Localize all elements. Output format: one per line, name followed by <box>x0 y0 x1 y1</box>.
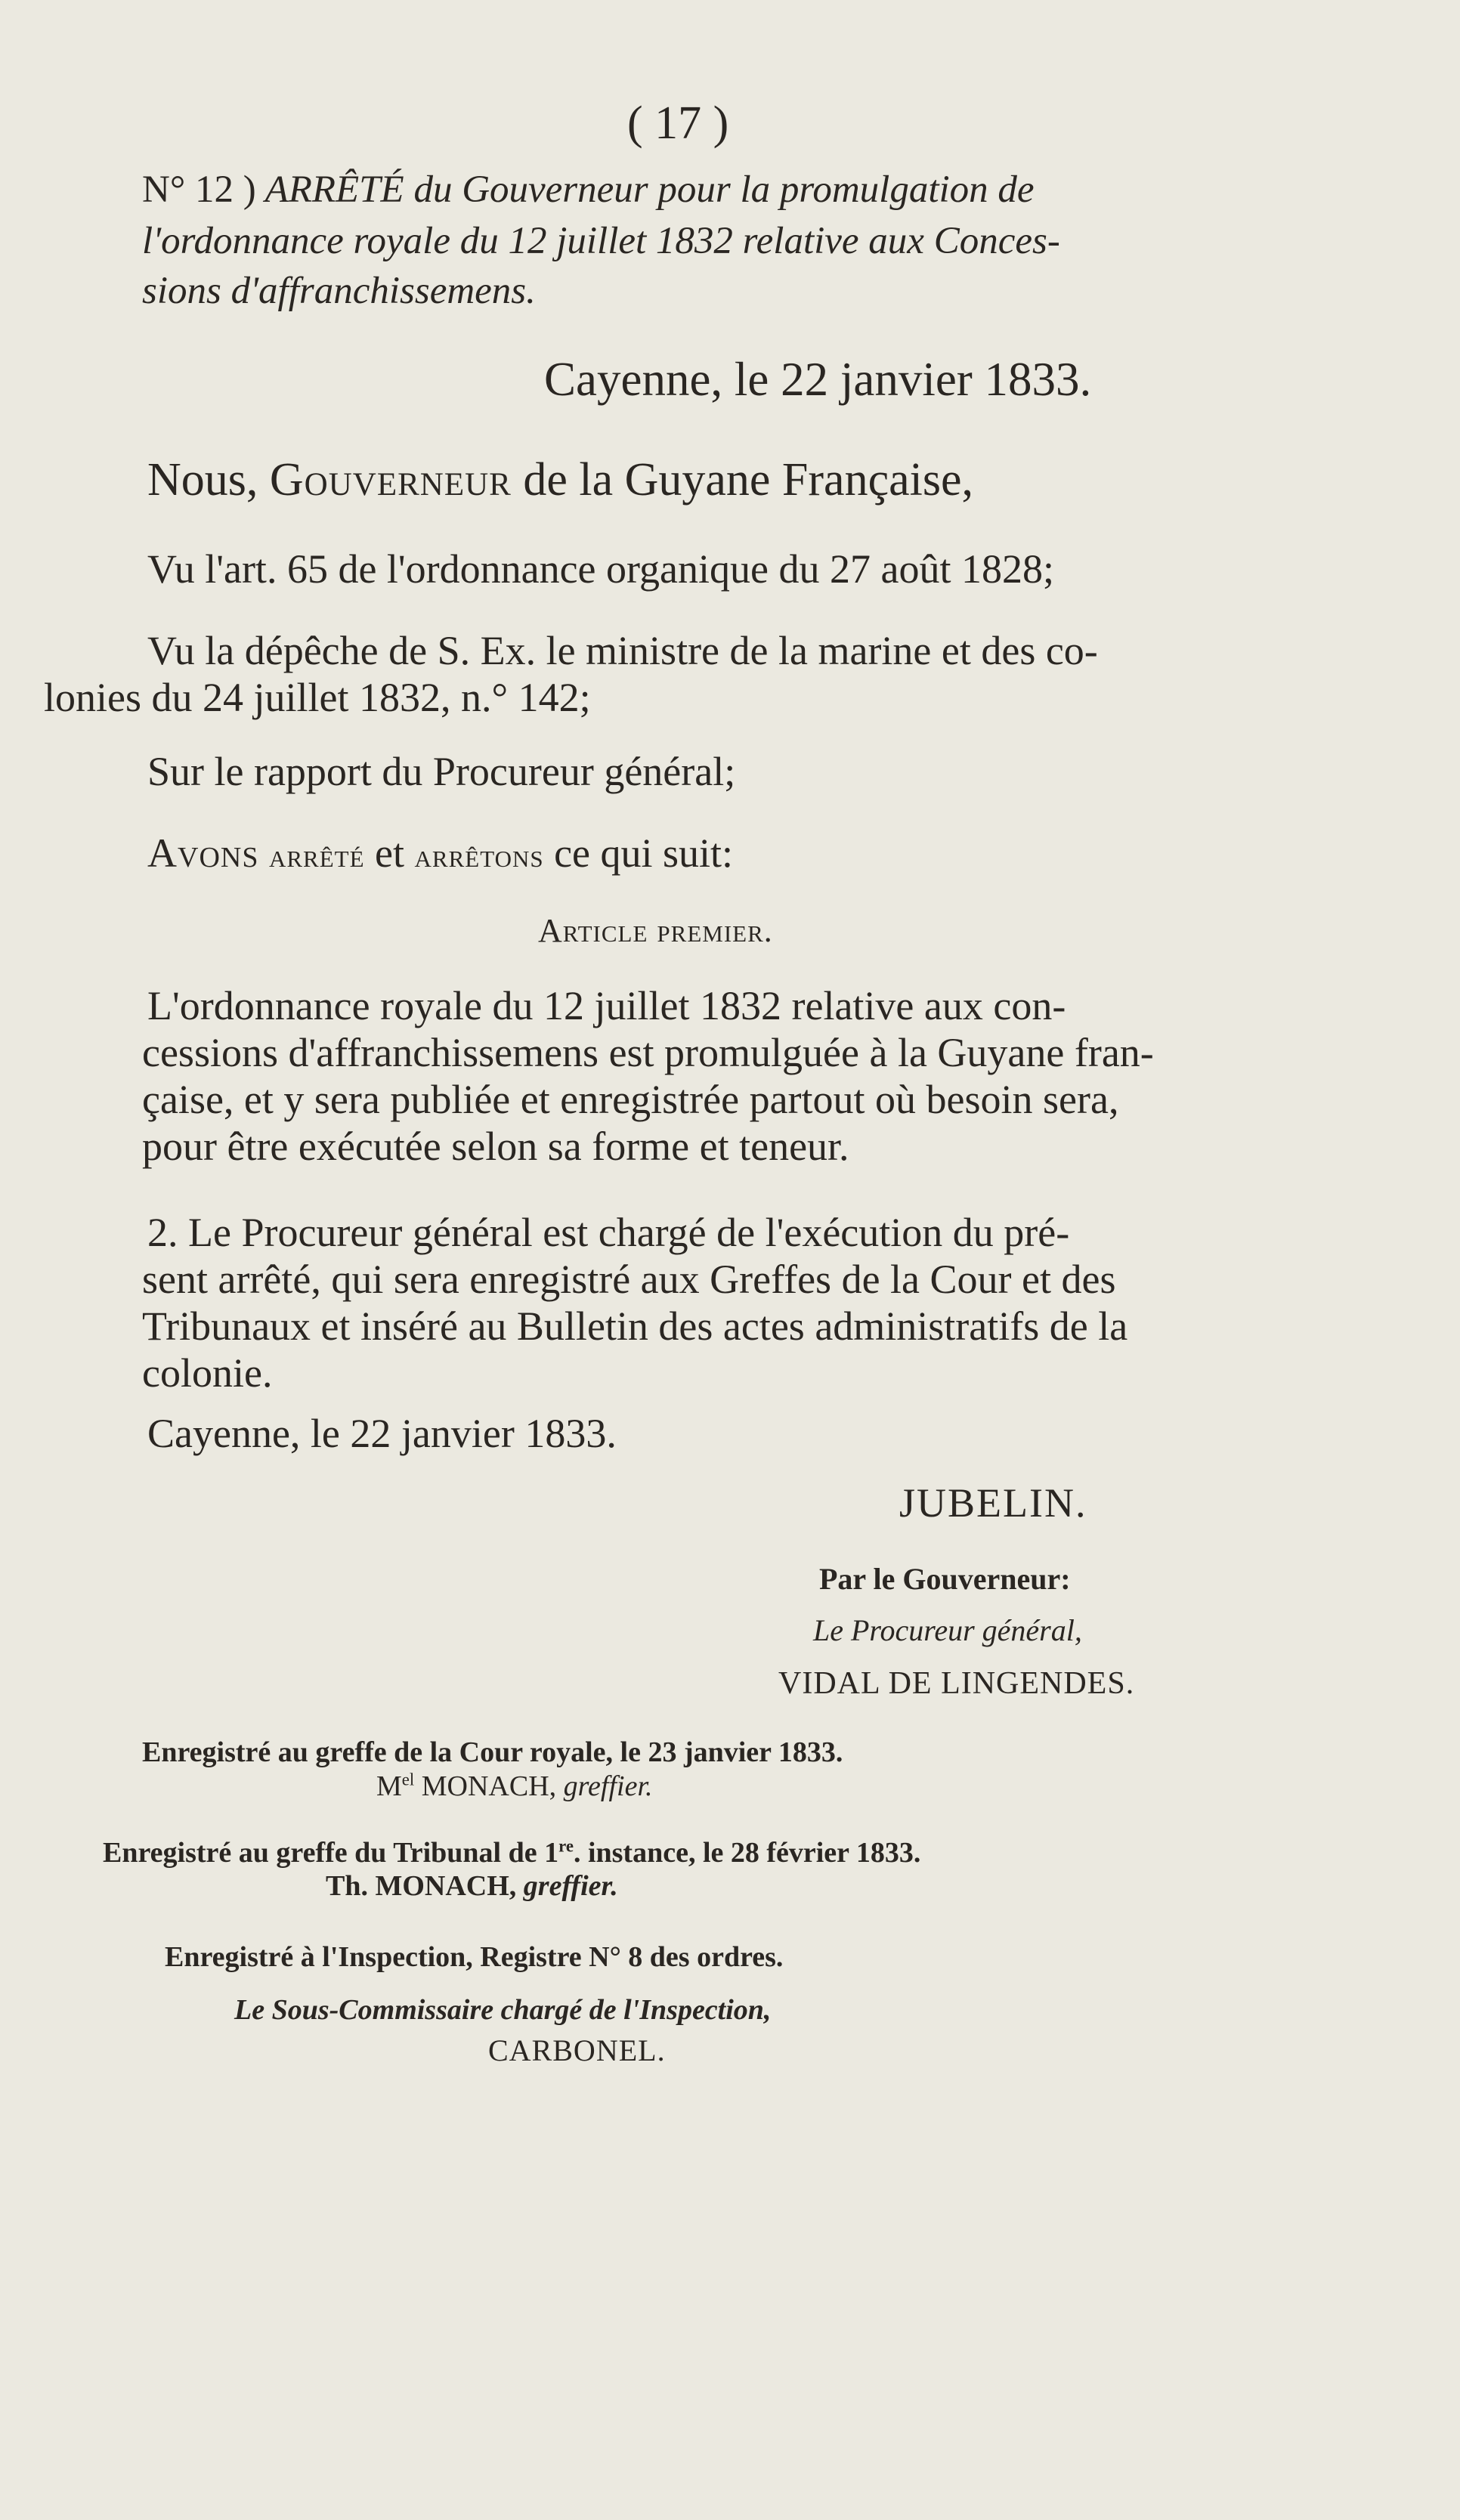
gouverneur-word: Gouverneur <box>269 454 512 506</box>
arrete-title-line-3: sions d'affranchissemens. <box>142 270 536 312</box>
article2-line-2: sent arrêté, qui sera enregistré aux Greffes de la Cour et des <box>142 1257 1116 1302</box>
inspection-name: CARBONEL. <box>488 2033 666 2067</box>
et-word: et <box>375 830 405 876</box>
registration-inspection: Enregistré à l'Inspection, Registre N° 8 des ordres. <box>165 1941 784 1973</box>
sign-name: MONACH, <box>421 1770 557 1802</box>
arretons-word: arrêtons <box>414 837 544 874</box>
nous-rest: de la Guyane Française, <box>523 454 973 506</box>
page-number: ( 17 ) <box>627 97 729 149</box>
dateline: Cayenne, le 22 janvier 1833. <box>544 353 1092 406</box>
sur-rapport: Sur le rapport du Procureur général; <box>147 749 736 794</box>
sign-role: greffier. <box>523 1870 618 1902</box>
sign-prefix: M <box>376 1770 402 1802</box>
article2-line-1: 2. Le Procureur général est chargé de l'exécution du pré- <box>147 1210 1070 1255</box>
reg-rest: . instance, le 28 février 1833. <box>573 1837 921 1869</box>
vu-depeche-line-2: lonies du 24 juillet 1832, n.° 142; <box>44 675 591 720</box>
registration-tribunal-signature <box>326 1869 618 1903</box>
avons-word: Avons <box>147 830 259 876</box>
procureur-name: VIDAL DE LINGENDES. <box>778 1666 1135 1701</box>
vu-depeche-line-1: Vu la dépêche de S. Ex. le ministre de la marine et des co- <box>147 628 1098 673</box>
article1-line-4: pour être exécutée selon sa forme et teneur. <box>142 1124 849 1169</box>
closing-date: Cayenne, le 22 janvier 1833. <box>147 1411 617 1456</box>
nous-word: Nous, <box>147 454 258 506</box>
arrete-title-line-1 <box>142 168 1035 212</box>
article-heading: Article premier. <box>538 912 773 949</box>
reg-sup: re <box>558 1836 574 1856</box>
procureur-title: Le Procureur général, <box>813 1613 1082 1647</box>
article1-line-2: cessions d'affranchissemens est promulguée à la Guyane fran- <box>142 1030 1154 1075</box>
avons-arrete <box>147 830 733 877</box>
arrete-title-line-2: l'ordonnance royale du 12 juillet 1832 relative aux Conces- <box>142 220 1060 262</box>
registration-cour-signature <box>376 1770 653 1803</box>
arrete-number: N° 12 ) <box>142 169 256 211</box>
governor-signature: JUBELIN. <box>899 1480 1087 1526</box>
vu-article-65: Vu l'art. 65 de l'ordonnance organique du 27 août 1828; <box>147 546 1054 592</box>
preamble-nous <box>147 453 973 507</box>
reg-prefix: Enregistré au greffe du Tribunal de 1 <box>103 1837 559 1869</box>
registration-tribunal <box>103 1836 920 1869</box>
article1-line-3: çaise, et y sera publiée et enregistrée partout où besoin sera, <box>142 1077 1119 1122</box>
arrete-word: arrêté <box>268 837 365 874</box>
arrete-title-text: ARRÊTÉ du Gouverneur pour la promulgation de <box>264 169 1035 211</box>
registration-cour: Enregistré au greffe de la Cour royale, le 23 janvier 1833. <box>142 1736 843 1768</box>
inspection-title: Le Sous-Commissaire chargé de l'Inspection, <box>234 1994 772 2026</box>
par-le-gouverneur: Par le Gouverneur: <box>819 1562 1071 1596</box>
suit-word: ce qui suit: <box>554 830 734 876</box>
article1-line-1: L'ordonnance royale du 12 juillet 1832 relative aux con- <box>147 983 1066 1028</box>
sign-role: greffier. <box>563 1770 653 1802</box>
sign-name: Th. MONACH, <box>326 1870 517 1902</box>
sign-prefix-sup: el <box>401 1770 415 1789</box>
article2-line-4: colonie. <box>142 1350 273 1396</box>
article2-line-3: Tribunaux et inséré au Bulletin des actes administratifs de la <box>142 1303 1128 1349</box>
